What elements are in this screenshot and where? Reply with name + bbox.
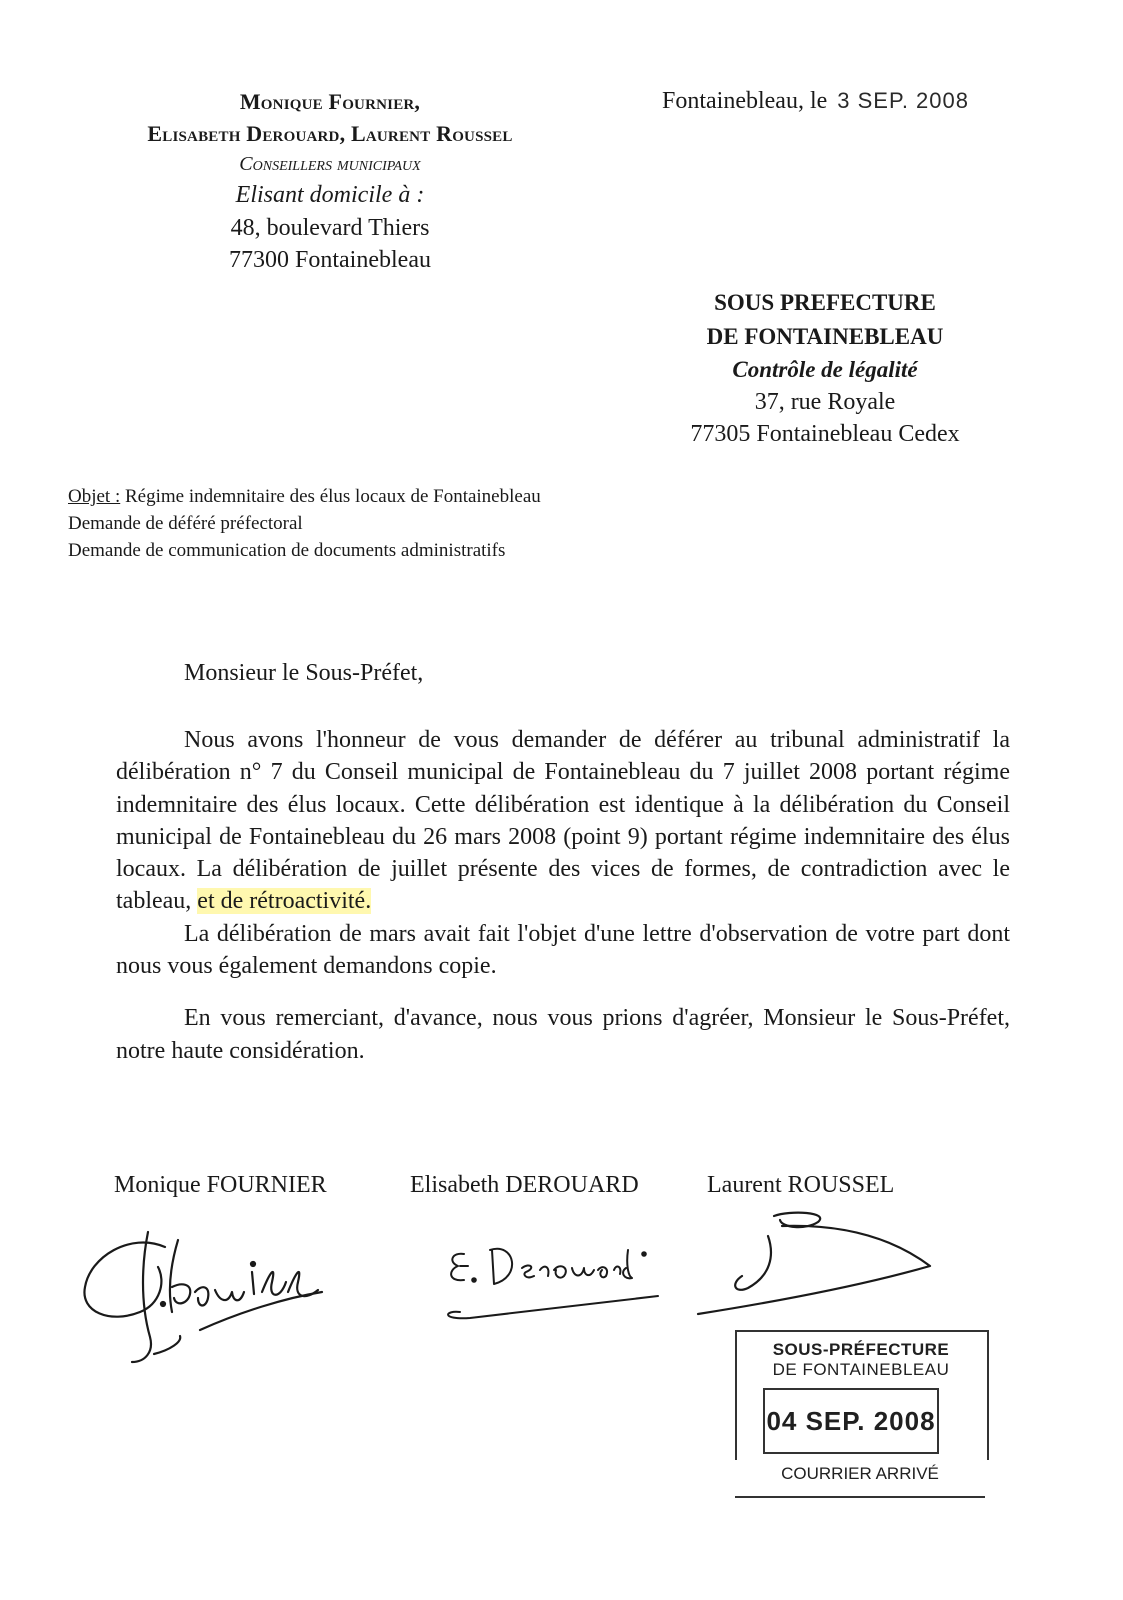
- date-stamp: 3 SEP. 2008: [837, 88, 969, 113]
- sender-role: Conseillers municipaux: [239, 153, 421, 175]
- subject-line1: [68, 483, 768, 510]
- date-prefix: Fontainebleau, le: [662, 88, 828, 114]
- signatory-name-1: Monique FOURNIER: [114, 1172, 327, 1198]
- subject-line3: Demande de communication de documents administratifs: [68, 540, 506, 561]
- recipient-line4: 37, rue Royale: [754, 389, 896, 415]
- body-paragraph-2: La délibération de mars avait fait l'objet d'une lettre d'observation de votre part dont nous vous également demandons copie.: [116, 920, 1010, 980]
- sender-domicile-label: Elisant domicile à :: [235, 182, 425, 208]
- sender-block: [40, 86, 620, 276]
- signature-1-graphic: [70, 1212, 350, 1372]
- subject-text1: Régime indemnitaire des élus locaux de Fontainebleau: [125, 486, 541, 507]
- recipient-line3: Contrôle de légalité: [732, 357, 918, 382]
- signature-3-graphic: [690, 1206, 950, 1326]
- letter-body: [116, 724, 1010, 1067]
- stamp-line1: SOUS-PRÉFECTURE: [772, 1340, 950, 1359]
- salutation: Monsieur le Sous-Préfet,: [184, 660, 424, 686]
- recipient-block: [660, 286, 990, 450]
- subject-label: Objet :: [68, 486, 121, 507]
- signatory-name-3: Laurent ROUSSEL: [707, 1172, 895, 1198]
- recipient-line2: DE FONTAINEBLEAU: [706, 324, 944, 349]
- sender-address-line2: 77300 Fontainebleau: [229, 247, 431, 273]
- body-paragraph-1-text: Nous avons l'honneur de vous demander de déférer au tribunal administratif la délibération n° 7 du Conseil municipal de Fontainebleau du 7 juillet 2008 portant régime indemnitaire des élus locaux. Cette délibération est identique à la délibération du Conseil municipal de Fontainebleau du 26 mars 2008 (point 9) portant régime indemnitaire des élus locaux. La délibération de juillet présente des vices de formes, de contradiction avec le tableau,: [116, 727, 1010, 915]
- stamp-line3: COURRIER ARRIVÉ: [781, 1464, 939, 1483]
- sender-names-line1: Monique Fournier,: [239, 89, 421, 114]
- sender-names-line2: Elisabeth Derouard, Laurent Roussel: [147, 121, 513, 146]
- signature-2-graphic: [430, 1232, 670, 1332]
- body-paragraph-1: [116, 724, 1010, 918]
- sender-address-line1: 48, boulevard Thiers: [230, 215, 430, 241]
- stamp-date: 04 SEP. 2008: [763, 1388, 939, 1454]
- signatory-name-2: Elisabeth DEROUARD: [410, 1172, 639, 1198]
- subject-block: [68, 483, 768, 564]
- stamp-line2: DE FONTAINEBLEAU: [772, 1360, 950, 1379]
- date-line: [662, 88, 969, 115]
- reception-stamp: [735, 1330, 993, 1510]
- stamp-underline: [735, 1496, 985, 1498]
- subject-line2: Demande de déféré préfectoral: [68, 513, 303, 534]
- recipient-line1: SOUS PREFECTURE: [714, 290, 936, 315]
- highlighted-text: et de rétroactivité.: [197, 888, 372, 915]
- body-paragraph-3: En vous remerciant, d'avance, nous vous prions d'agréer, Monsieur le Sous-Préfet, notre haute considération.: [116, 1005, 1010, 1064]
- recipient-line5: 77305 Fontainebleau Cedex: [690, 421, 960, 447]
